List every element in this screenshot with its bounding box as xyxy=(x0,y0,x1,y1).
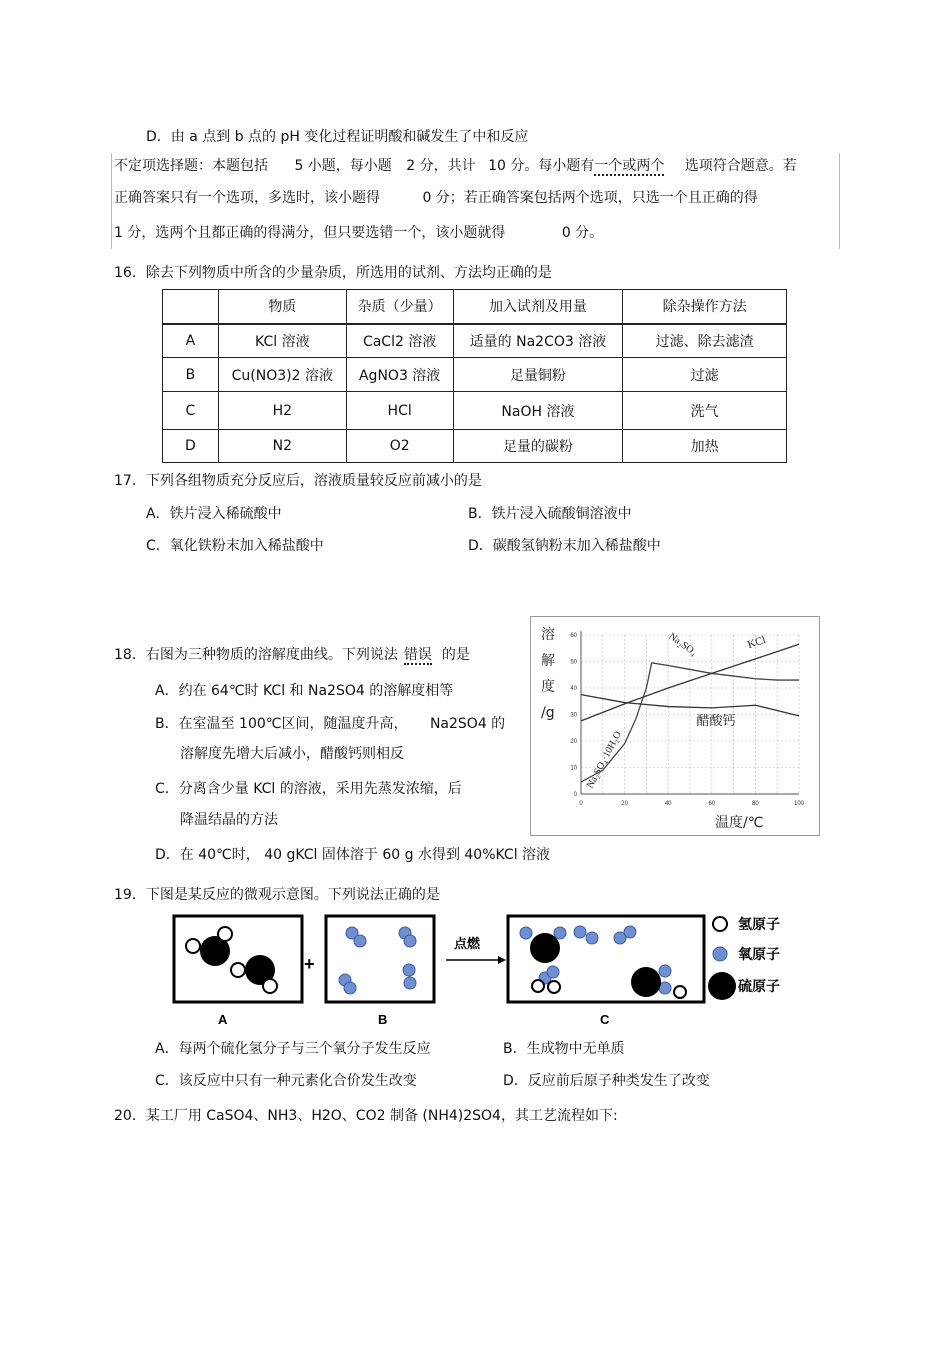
box-a xyxy=(174,916,302,1002)
row-label: A xyxy=(163,324,219,358)
legend-sulfur-icon xyxy=(708,972,736,1000)
cell-method: 洗气 xyxy=(623,392,787,430)
q19-option-a: A．每两个硫化氢分子与三个氧分子发生反应 xyxy=(155,1041,431,1057)
plus-sign: + xyxy=(304,954,315,974)
q15-option-d: D．由 a 点到 b 点的 pH 变化过程证明酸和碱发生了中和反应 xyxy=(146,129,529,145)
oxygen-atom xyxy=(520,927,532,939)
section-instructions-line3 xyxy=(114,222,603,242)
legend-hydrogen-icon xyxy=(713,917,727,931)
y-tick-label: 60 xyxy=(570,633,577,639)
oxygen-atom xyxy=(586,932,598,944)
instr-1b: 5 小题，每小题 xyxy=(294,158,392,174)
q18-stem-b: 的是 xyxy=(441,647,470,663)
hydrogen-atom xyxy=(231,963,245,977)
x-axis-label: 温度/℃ xyxy=(715,815,764,831)
y-axis-label: /g xyxy=(541,705,555,721)
box-b xyxy=(326,916,434,1002)
oxygen-atom xyxy=(659,965,671,977)
reaction-diagram-svg xyxy=(160,908,802,1028)
box-label-b: B xyxy=(378,1012,388,1027)
cell-reagent: 足量的碳粉 xyxy=(453,430,623,463)
hydrogen-atom xyxy=(674,986,686,998)
cell-reagent: NaOH 溶液 xyxy=(453,392,623,430)
instr-2a: 正确答案只有一个选项，多选时，该小题得 xyxy=(114,190,380,206)
y-axis-label: 度 xyxy=(541,679,555,695)
table-row xyxy=(163,392,787,430)
cell-impurity: AgNO3 溶液 xyxy=(346,358,453,392)
legend-oxygen: 氧原子 xyxy=(738,947,780,963)
x-tick-label: 60 xyxy=(708,801,716,807)
q16-header-impurity: 杂质（少量） xyxy=(346,290,453,324)
x-tick-label: 100 xyxy=(793,801,805,807)
q19-option-b: B．生成物中无单质 xyxy=(503,1041,625,1057)
row-label: C xyxy=(163,392,219,430)
oxygen-atom xyxy=(547,966,559,978)
oxygen-atom xyxy=(574,926,586,938)
oxygen-atom xyxy=(404,977,416,989)
cell-reagent: 适量的 Na2CO3 溶液 xyxy=(453,324,623,358)
q16-stem: 16．除去下列物质中所含的少量杂质，所选用的试剂、方法均正确的是 xyxy=(114,265,552,281)
cell-reagent: 足量铜粉 xyxy=(453,358,623,392)
instr-1d: 10 分。每小题有 xyxy=(488,158,595,174)
section-instructions-line2 xyxy=(114,187,758,207)
y-tick-label: 20 xyxy=(570,739,577,745)
y-tick-label: 40 xyxy=(570,686,577,692)
sulfur-atom xyxy=(631,967,661,997)
cell-substance: N2 xyxy=(218,430,346,463)
box-label-a: A xyxy=(218,1012,228,1027)
x-tick-label: 40 xyxy=(664,801,672,807)
oxygen-atom xyxy=(404,935,416,947)
q18-option-b-line1 xyxy=(155,713,505,733)
solubility-chart xyxy=(530,616,820,836)
q19-stem: 19．下图是某反应的微观示意图。下列说法正确的是 xyxy=(114,887,440,903)
cell-impurity: CaCl2 溶液 xyxy=(346,324,453,358)
arrow-head-icon xyxy=(498,956,506,964)
oxygen-atom xyxy=(344,982,356,994)
hydrogen-atom xyxy=(218,927,232,941)
q19-option-c: C．该反应中只有一种元素化合价发生改变 xyxy=(155,1073,417,1089)
row-label: B xyxy=(163,358,219,392)
q19-option-d: D．反应前后原子种类发生了改变 xyxy=(503,1073,710,1089)
q18-option-b-1: B．在室温至 100℃区间，随温度升高， xyxy=(155,716,408,732)
table-row xyxy=(163,430,787,463)
q17-option-b: B．铁片浸入硫酸铜溶液中 xyxy=(468,506,632,522)
y-tick-label: 0 xyxy=(573,792,577,798)
cell-impurity: O2 xyxy=(346,430,453,463)
q16-table xyxy=(162,289,787,463)
cell-method: 加热 xyxy=(623,430,787,463)
instr-2b: 0 分；若正确答案包括两个选项，只选一个且正确的得 xyxy=(422,190,758,206)
q18-option-c-line2: 降温结晶的方法 xyxy=(180,812,278,828)
cell-substance: H2 xyxy=(218,392,346,430)
q18-stem xyxy=(114,644,470,664)
q16-header-row xyxy=(163,290,787,324)
hydrogen-atom xyxy=(532,980,544,992)
oxygen-atom xyxy=(554,927,566,939)
box-label-c: C xyxy=(600,1012,610,1027)
y-tick-label: 30 xyxy=(570,712,577,719)
q20-stem: 20．某工厂用 CaSO4、NH3、H2O、CO2 制备 (NH4)2SO4，其工艺流程如下: xyxy=(114,1108,618,1124)
y-axis-label: 溶 xyxy=(541,627,555,643)
series-label-na2so4-10h2o: Na₂SO₄·10H₂O xyxy=(584,729,624,791)
oxygen-atom xyxy=(403,964,415,976)
cell-method: 过滤、除去滤渣 xyxy=(623,324,787,358)
hydrogen-atom xyxy=(186,939,200,953)
table-row xyxy=(163,358,787,392)
h2s-molecule xyxy=(186,927,232,966)
oxygen-atom xyxy=(354,935,366,947)
series-label-kcl: KCl xyxy=(746,634,768,652)
h2s-molecule xyxy=(231,955,277,993)
table-row xyxy=(163,324,787,358)
q16-header-blank xyxy=(163,290,219,324)
q18-option-b-line2: 溶解度先增大后减小，醋酸钙则相反 xyxy=(180,746,404,762)
q16-header-reagent: 加入试剂及用量 xyxy=(453,290,623,324)
q17-option-d: D．碳酸氢钠粉末加入稀盐酸中 xyxy=(468,538,661,554)
instr-1c: 2 分，共计 xyxy=(406,158,476,174)
q17-option-c: C．氧化铁粉末加入稀盐酸中 xyxy=(146,538,324,554)
oxygen-atom xyxy=(624,926,636,938)
q18-stem-a: 18．右图为三种物质的溶解度曲线。下列说法 xyxy=(114,647,398,663)
section-instructions-line1 xyxy=(114,155,797,175)
x-tick-label: 80 xyxy=(752,801,759,807)
y-tick-label: 10 xyxy=(570,765,577,772)
q18-stem-emph: 错误 xyxy=(403,647,432,663)
series-label-na2so4: Na₂SO₄ xyxy=(666,631,699,659)
legend-oxygen-icon xyxy=(713,947,727,961)
q17-option-a: A．铁片浸入稀硫酸中 xyxy=(146,506,282,522)
series-line xyxy=(652,663,799,680)
legend-hydrogen: 氢原子 xyxy=(738,917,780,933)
series-label-calcium-acetate: 醋酸钙 xyxy=(696,714,736,730)
reaction-diagram xyxy=(160,908,802,1028)
x-tick-label: 20 xyxy=(621,801,628,807)
legend-sulfur: 硫原子 xyxy=(738,979,780,995)
row-label: D xyxy=(163,430,219,463)
q17-stem: 17．下列各组物质充分反应后，溶液质量较反应前减小的是 xyxy=(114,473,482,489)
cell-impurity: HCl xyxy=(346,392,453,430)
cell-method: 过滤 xyxy=(623,358,787,392)
instr-1e: 选项符合题意。若 xyxy=(684,158,797,174)
y-tick-label: 50 xyxy=(570,659,577,666)
solubility-chart-svg xyxy=(531,617,819,835)
q18-option-a: A．约在 64℃时 KCl 和 Na2SO4 的溶解度相等 xyxy=(155,683,454,699)
q18-option-c-line1: C．分离含少量 KCl 的溶液，采用先蒸发浓缩，后 xyxy=(155,781,462,797)
instr-1-emph: 一个或两个 xyxy=(594,158,665,174)
series-line xyxy=(581,663,652,782)
x-tick-label: 0 xyxy=(579,801,583,807)
instr-1a: 不定项选择题：本题包括 xyxy=(114,158,268,174)
cell-substance: Cu(NO3)2 溶液 xyxy=(218,358,346,392)
hydrogen-atom xyxy=(548,981,560,993)
instr-3a: 1 分，选两个且都正确的得满分，但只要选错一个，该小题就得 xyxy=(114,225,506,241)
y-axis-label: 解 xyxy=(541,653,555,669)
q18-option-d: D．在 40℃时， 40 gKCl 固体溶于 60 g 水得到 40%KCl 溶液 xyxy=(155,847,551,863)
instr-3b: 0 分。 xyxy=(561,225,604,241)
q16-header-method: 除杂操作方法 xyxy=(623,290,787,324)
hydrogen-atom xyxy=(263,979,277,993)
arrow-label: 点燃 xyxy=(454,937,481,952)
q18-option-b-2: Na2SO4 的 xyxy=(429,716,506,732)
q16-header-substance: 物质 xyxy=(218,290,346,324)
cell-substance: KCl 溶液 xyxy=(218,324,346,358)
